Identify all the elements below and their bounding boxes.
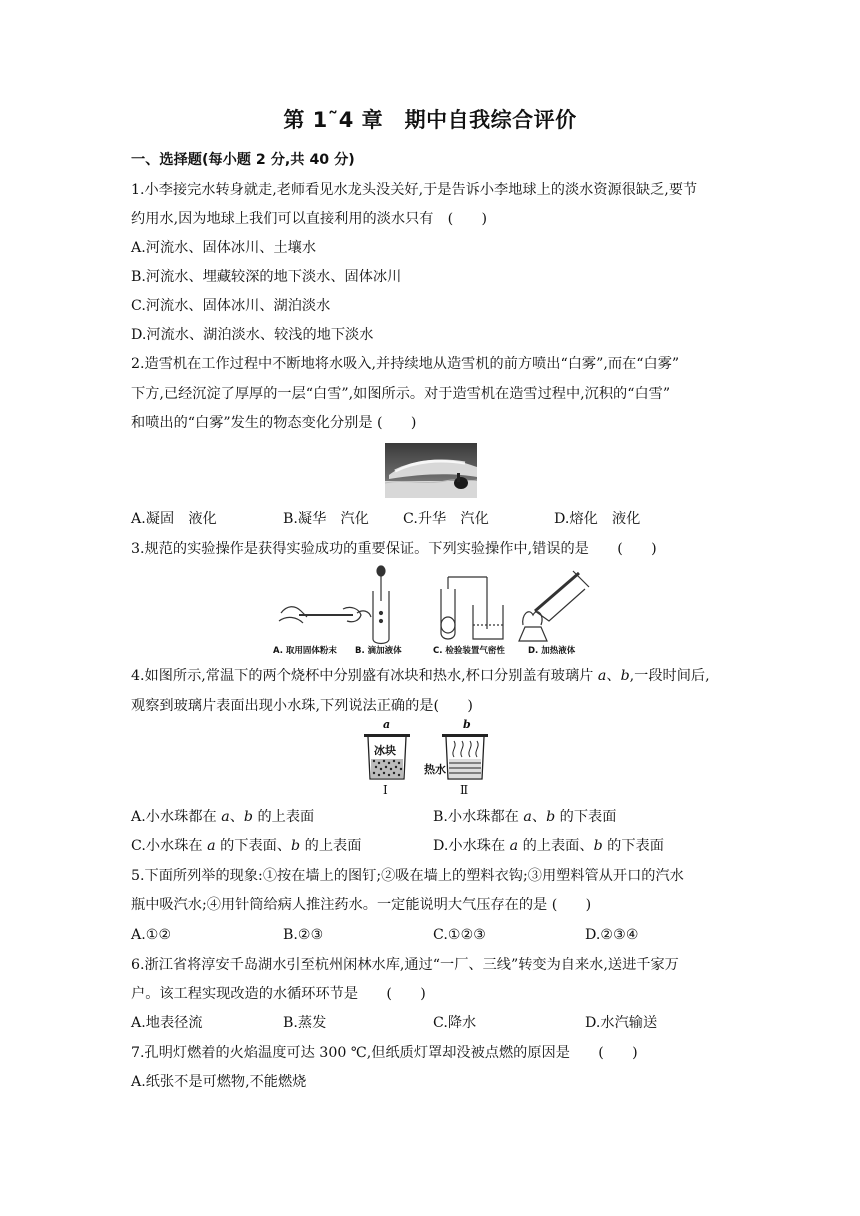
q1-option-b: B.河流水、埋藏较深的地下淡水、固体冰川 xyxy=(131,269,402,285)
q4-stem-line-1: 4.如图所示,常温下的两个烧杯中分别盛有冰块和热水,杯口分别盖有玻璃片 a、b,一段时间后, xyxy=(131,668,710,684)
q4-stem-line-2: 观察到玻璃片表面出现小水珠,下列说法正确的是( ) xyxy=(131,698,473,714)
q5-option-d: D.②③④ xyxy=(585,927,639,943)
q3-stem: 3.规范的实验操作是获得实验成功的重要保证。下列实验操作中,错误的是 ( ) xyxy=(131,541,657,557)
q1-stem-line-1: 1.小李接完水转身就走,老师看见水龙头没关好,于是告诉小李地球上的淡水资源很缺乏,要节 xyxy=(131,182,698,198)
q2-stem-line-1: 2.造雪机在工作过程中不断地将水吸入,并持续地从造雪机的前方喷出“白雾”,而在“白雾” xyxy=(131,356,680,372)
q1-stem-line-2: 约用水,因为地球上我们可以直接利用的淡水只有 ( ) xyxy=(131,211,488,227)
q7-stem: 7.孔明灯燃着的火焰温度可达 300 ℃,但纸质灯罩却没被点燃的原因是 ( ) xyxy=(131,1045,638,1061)
q4-option-b: B.小水珠都在 a、b 的下表面 xyxy=(433,809,617,825)
q6-option-b: B.蒸发 xyxy=(283,1015,327,1031)
glass-label-b: b xyxy=(463,718,471,731)
powder-transfer-drawing xyxy=(279,607,371,623)
q4-option-d: D.小水珠在 a 的上表面、b 的下表面 xyxy=(433,838,664,854)
q2-option-b: B.凝华 汽化 xyxy=(283,511,369,527)
q5-stem-line-2: 瓶中吸汽水;④用针筒给病人推注药水。一定能说明大气压存在的是 ( ) xyxy=(131,897,592,913)
q6-stem-line-1: 6.浙江省将淳安千岛湖水引至杭州闲林水库,通过“一厂、三线”转变为自来水,送进千家万 xyxy=(131,957,679,973)
snow-machine-photo xyxy=(385,443,477,498)
q1-option-d: D.河流水、湖泊淡水、较浅的地下淡水 xyxy=(131,327,374,343)
q6-stem-line-2: 户。该工程实现改造的水循环环节是 ( ) xyxy=(131,986,426,1002)
fig-label-b: B. 滴加液体 xyxy=(355,646,402,656)
q1-option-c: C.河流水、固体冰川、湖泊淡水 xyxy=(131,298,331,314)
q7-option-a: A.纸张不是可燃物,不能燃烧 xyxy=(131,1074,307,1090)
q6-option-c: C.降水 xyxy=(433,1015,477,1031)
section-heading: 一、选择题(每小题 2 分,共 40 分) xyxy=(131,152,355,168)
fig-label-d: D. 加热液体 xyxy=(528,646,576,656)
page-title: 第 1˜4 章 期中自我综合评价 xyxy=(283,108,577,132)
ice-label: 冰块 xyxy=(374,744,396,757)
lab-operation-drawings xyxy=(273,565,603,645)
q2-stem-line-2: 下方,已经沉淀了厚厚的一层“白雪”,如图所示。对于造雪机在造雪过程中,沉积的“白雪” xyxy=(131,386,671,402)
q2-stem-line-3: 和喷出的“白雾”发生的物态变化分别是 ( ) xyxy=(131,415,417,431)
dropper-drawing xyxy=(373,566,389,644)
q3-experiment-figure xyxy=(273,565,603,665)
q4-beaker-figure xyxy=(364,718,494,805)
fig-label-c: C. 检验装置气密性 xyxy=(433,646,505,656)
q4-option-c: C.小水珠在 a 的下表面、b 的上表面 xyxy=(131,838,362,854)
q5-option-c: C.①②③ xyxy=(433,927,487,943)
q6-option-a: A.地表径流 xyxy=(131,1015,203,1031)
heating-liquid-drawing xyxy=(519,571,589,641)
q5-option-b: B.②③ xyxy=(283,927,324,943)
fig-label-a: A. 取用固体粉末 xyxy=(273,646,337,656)
q6-option-d: D.水汽输送 xyxy=(585,1015,658,1031)
q4-option-a: A.小水珠都在 a、b 的上表面 xyxy=(131,809,315,825)
hot-water-label: 热水 xyxy=(424,763,446,776)
q2-option-a: A.凝固 液化 xyxy=(131,511,217,527)
q2-option-c: C.升华 汽化 xyxy=(403,511,489,527)
beaker-2-label: Ⅱ xyxy=(460,783,469,797)
beaker-1-label: Ⅰ xyxy=(383,783,388,797)
q2-option-d: D.熔化 液化 xyxy=(554,511,641,527)
glass-label-a: a xyxy=(383,718,391,731)
q5-option-a: A.①② xyxy=(131,927,172,943)
q5-stem-line-1: 5.下面所列举的现象:①按在墙上的图钉;②吸在墙上的塑料衣钩;③用塑料管从开口的汽水 xyxy=(131,868,684,884)
gas-tightness-drawing xyxy=(441,577,503,639)
q1-option-a: A.河流水、固体冰川、土壤水 xyxy=(131,240,317,256)
